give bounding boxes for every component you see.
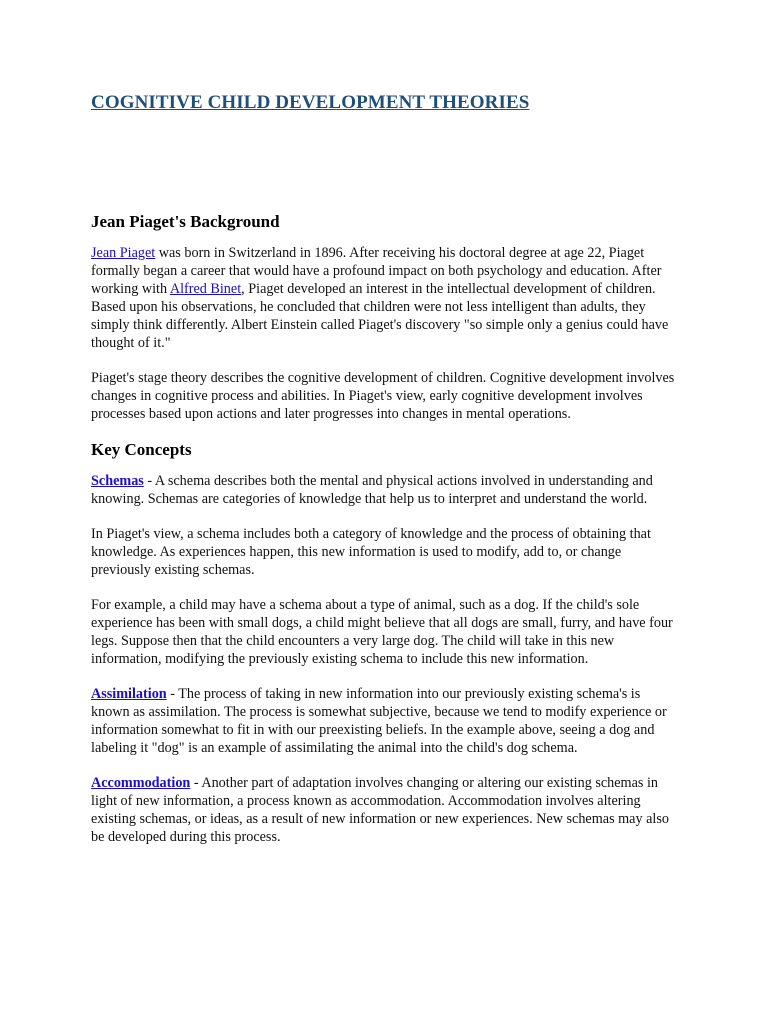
paragraph-accommodation [91,774,681,846]
paragraph-text: - A schema describes both the mental and physical actions involved in understanding and knowing. Schemas are categories of knowledge that help us to interpret and understand the world. [91,473,653,507]
paragraph-schema-example: For example, a child may have a schema about a type of animal, such as a dog. If the child's sole experience has been with small dogs, a child might believe that all dogs are small, furry, and have four legs. Suppose then that the child encounters a very large dog. The child will take in this new information, modifying the previously existing schema to include this new information. [91,597,673,667]
paragraph-piaget-bio [91,244,681,352]
paragraph-text: was born in Switzerland in 1896. After receiving his doctoral degree at age 22, Piaget formally began a career that would have a profound impact on both psychology and education. After working with [91,245,662,297]
link-jean-piaget[interactable]: Jean Piaget [91,245,156,261]
paragraph-assimilation [91,685,681,757]
link-accommodation[interactable]: Accommodation [91,775,191,791]
document-body [91,92,681,846]
section-heading-background: Jean Piaget's Background [91,212,280,231]
paragraph-text: , Piaget developed an interest in the intellectual development of children. Based upon his observations, he concluded that children were not less intelligent than adults, they simply think differently. Albert Einstein called Piaget's discovery "so simple only a genius could have thought of it." [91,281,669,351]
paragraph-schemas [91,472,681,508]
link-alfred-binet[interactable]: Alfred Binet [169,281,242,297]
paragraph-schema-definition: In Piaget's view, a schema includes both a category of knowledge and the process of obtaining that knowledge. As experiences happen, this new information is used to modify, add to, or change previously existing schemas. [91,526,651,578]
section-heading-key-concepts: Key Concepts [91,440,192,459]
paragraph-text: - The process of taking in new information into our previously existing schema's is known as assimilation. The process is somewhat subjective, because we tend to modify experience or information somewhat to fit in with our preexisting beliefs. In the example above, seeing a dog and labeling it "dog" is an example of assimilating the animal into the child's dog schema. [91,686,667,756]
link-assimilation[interactable]: Assimilation [91,686,167,702]
paragraph-text: - Another part of adaptation involves changing or altering our existing schemas in light of new information, a process known as accommodation. Accommodation involves altering existing schemas, or ideas, as a result of new information or new experiences. New schemas may also be developed during this process. [91,775,669,845]
link-schemas[interactable]: Schemas [91,473,144,489]
paragraph-stage-theory: Piaget's stage theory describes the cognitive development of children. Cognitive development involves changes in cognitive process and abilities. In Piaget's view, early cognitive development involves processes based upon actions and later progresses into changes in mental operations. [91,370,675,422]
document-title: COGNITIVE CHILD DEVELOPMENT THEORIES [91,92,530,113]
